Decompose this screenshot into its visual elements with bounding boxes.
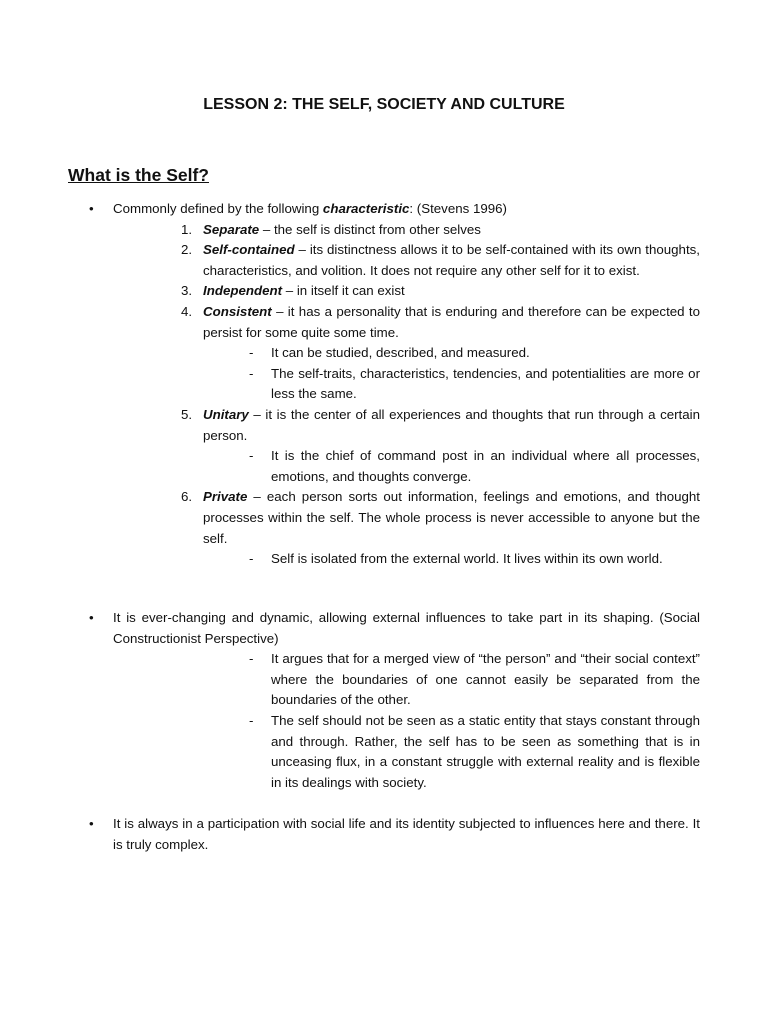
- item-text: – it is the center of all experiences and thoughts that run through a certain person.: [203, 406, 700, 443]
- dash-icon: -: [249, 712, 254, 728]
- section-heading: What is the Self?: [68, 165, 209, 185]
- dash-icon: -: [249, 365, 254, 381]
- bullet-lead-term: characteristic: [322, 201, 410, 216]
- numbered-item-self-contained: [0, 240, 768, 281]
- bullet-item: [0, 199, 768, 220]
- item-term: Independent: [203, 283, 283, 299]
- dash-icon: -: [249, 551, 254, 567]
- numbered-item-consistent: [0, 302, 768, 343]
- bullet-item: [0, 814, 768, 855]
- bullet-text: It is always in a participation with social life and its identity subjected to influences here and there. It is truly complex.: [113, 816, 700, 852]
- sub-item: [0, 364, 768, 405]
- sub-item-text: Self is isolated from the external world. It lives within its own world.: [271, 551, 663, 567]
- page-title: LESSON 2: THE SELF, SOCIETY AND CULTURE: [203, 96, 565, 113]
- numbered-item-unitary: [0, 405, 768, 446]
- dash-icon: -: [249, 345, 254, 361]
- bullet-section-participation: [0, 814, 768, 855]
- sub-item: [0, 446, 768, 487]
- item-text: – it has a personality that is enduring and therefore can be expected to persist for some quite some time.: [203, 303, 700, 340]
- numbered-item-private: [0, 487, 768, 549]
- bullet-icon: •: [89, 816, 94, 831]
- item-term: Unitary: [203, 406, 249, 422]
- bullet-icon: •: [89, 610, 94, 625]
- numbered-item-independent: [0, 281, 768, 302]
- bullet-text: It is ever-changing and dynamic, allowing external influences to take part in its shaping. (Social Constructionist Perspective): [113, 610, 700, 646]
- item-text: – each person sorts out information, feelings and emotions, and thought processes within the self. The whole process is never accessible to anyone but the self.: [203, 489, 700, 546]
- item-text: – its distinctness allows it to be self-contained with its own thoughts, characteristics, and volition. It does not require any other self for it to exist.: [203, 242, 700, 278]
- sub-item-text: It argues that for a merged view of “the person” and “their social context” where the boundaries of one cannot easily be separated from the boundaries of the other.: [271, 651, 700, 708]
- sub-item-text: The self should not be seen as a static entity that stays constant through and through. Rather, the self has to be seen as something that is in unceasing flux, in a constant struggle with external reality and is flexible in its dealings with society.: [271, 712, 700, 790]
- item-term: Separate: [203, 221, 260, 237]
- item-text: – the self is distinct from other selves: [259, 221, 481, 237]
- sub-item-text: It is the chief of command post in an individual where all processes, emotions, and thoughts converge.: [271, 448, 700, 484]
- sub-item: [0, 343, 768, 364]
- sub-item: [0, 649, 768, 711]
- sub-item: [0, 549, 768, 570]
- item-number: 3.: [181, 283, 193, 299]
- item-number: 5.: [181, 406, 193, 422]
- bullet-item: [0, 608, 768, 649]
- bullet-icon: •: [89, 201, 94, 216]
- item-number: 4.: [181, 303, 193, 319]
- bullet-lead-text: Commonly defined by the following: [113, 201, 323, 216]
- dash-icon: -: [249, 448, 254, 464]
- numbered-item-separate: [0, 220, 768, 241]
- item-term: Consistent: [203, 303, 272, 319]
- sub-item-text: It can be studied, described, and measured.: [271, 345, 530, 361]
- bullet-section-characteristics: [0, 199, 768, 570]
- item-term: Private: [203, 489, 248, 505]
- item-term: Self-contained: [203, 242, 295, 258]
- bullet-section-dynamic: [0, 608, 768, 793]
- dash-icon: -: [249, 651, 254, 667]
- bullet-lead-tail: : (Stevens 1996): [409, 201, 507, 216]
- item-number: 2.: [181, 242, 193, 258]
- item-number: 6.: [181, 489, 193, 505]
- sub-item-text: The self-traits, characteristics, tendencies, and potentialities are more or less the same.: [271, 365, 700, 402]
- item-number: 1.: [181, 221, 193, 237]
- sub-item: [0, 711, 768, 793]
- item-text: – in itself it can exist: [282, 283, 405, 299]
